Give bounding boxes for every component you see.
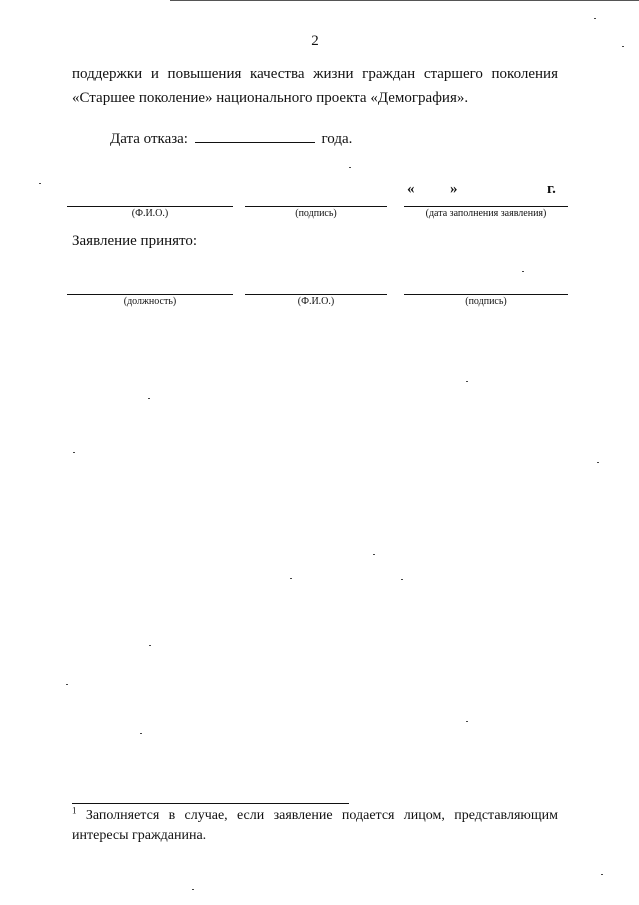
scan-speck	[39, 183, 41, 184]
scan-speck	[522, 271, 524, 272]
caption-fio: (Ф.И.О.)	[131, 208, 169, 219]
refusal-date-blank[interactable]	[195, 128, 315, 143]
scan-speck	[622, 46, 624, 47]
date-year-suffix: г.	[547, 181, 556, 197]
paragraph-line-1: поддержки и повышения качества жизни граждан старшего поколения	[72, 66, 558, 82]
date-quote-close: »	[450, 181, 458, 197]
scan-speck	[601, 874, 603, 875]
footnote-line-2: интересы гражданина.	[72, 828, 207, 843]
refusal-date-row	[110, 128, 352, 148]
caption-official-fio: (Ф.И.О.)	[297, 296, 335, 307]
scan-speck	[466, 381, 468, 382]
scan-speck	[466, 721, 468, 722]
page-number: 2	[311, 33, 319, 49]
caption-date-filled: (дата заполнения заявления)	[425, 208, 547, 219]
date-quote-open: «	[407, 181, 415, 197]
scan-speck	[290, 578, 292, 579]
scan-speck	[73, 452, 75, 453]
scan-speck	[140, 733, 142, 734]
application-accepted-label: Заявление принято:	[72, 233, 198, 249]
body-paragraph	[72, 62, 558, 110]
signature-line-official-signature[interactable]	[404, 294, 568, 295]
refusal-date-label: Дата отказа:	[110, 131, 188, 147]
signature-line-signature[interactable]	[245, 206, 387, 207]
footnote-line-1	[72, 806, 558, 826]
footnote-text-1: Заполняется в случае, если заявление подается лицом, представляющим	[85, 808, 558, 823]
scan-speck	[349, 167, 351, 168]
refusal-date-suffix: года.	[321, 131, 353, 147]
signature-line-date[interactable]	[404, 206, 568, 207]
scan-speck	[401, 579, 403, 580]
scan-speck	[192, 889, 194, 890]
scan-speck	[594, 18, 596, 19]
signature-line-position[interactable]	[67, 294, 233, 295]
scan-speck	[149, 645, 151, 646]
scan-speck	[66, 684, 68, 685]
signature-line-fio[interactable]	[67, 206, 233, 207]
footnote-marker: 1	[72, 805, 77, 816]
scan-edge-line	[170, 0, 639, 1]
scan-speck	[373, 554, 375, 555]
signature-line-official-fio[interactable]	[245, 294, 387, 295]
scan-speck	[148, 398, 150, 399]
scan-speck	[597, 462, 599, 463]
footnote-separator	[72, 803, 349, 804]
caption-signature: (подпись)	[295, 208, 337, 219]
footnote	[72, 806, 558, 846]
caption-official-signature: (подпись)	[465, 296, 507, 307]
caption-position: (должность)	[123, 296, 177, 307]
paragraph-line-2: «Старшее поколение» национального проекта «Демография».	[72, 90, 469, 106]
